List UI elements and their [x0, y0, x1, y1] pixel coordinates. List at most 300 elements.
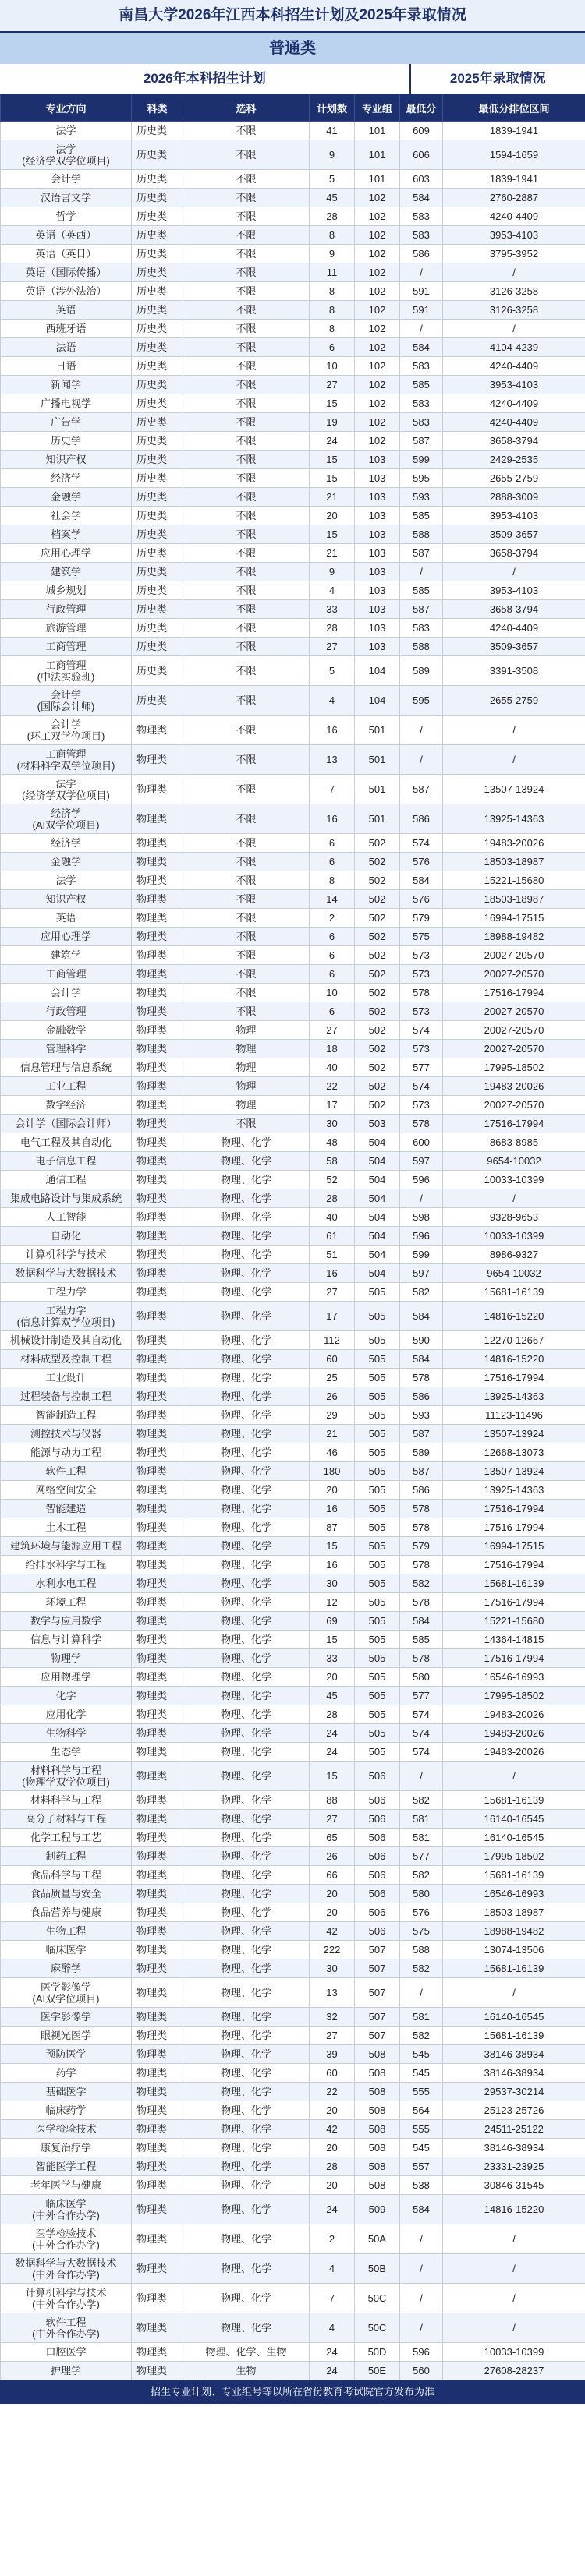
cell-plan-count: 10 — [310, 984, 355, 1002]
cell-min-score: 584 — [400, 1302, 443, 1331]
cell-group: 504 — [355, 1189, 400, 1208]
cell-group: 505 — [355, 1406, 400, 1425]
cell-min-score: 573 — [400, 965, 443, 984]
cell-category: 历史类 — [132, 432, 183, 451]
cell-rank-range: 10033-10399 — [443, 1171, 585, 1189]
cell-rank-range: 4240-4409 — [443, 357, 585, 376]
table-row — [1, 2064, 585, 2083]
cell-min-score: 593 — [400, 488, 443, 507]
cell-subjects: 不限 — [183, 245, 310, 263]
cell-min-score: 597 — [400, 1152, 443, 1171]
cell-major: 法学 — [1, 122, 132, 140]
cell-group: 505 — [355, 1724, 400, 1743]
cell-rank-range: 20027-20570 — [443, 1002, 585, 1021]
cell-category: 物理类 — [132, 1922, 183, 1941]
cell-rank-range: 3509-3657 — [443, 638, 585, 656]
cell-major: 临床药学 — [1, 2101, 132, 2120]
cell-plan-count: 15 — [310, 1631, 355, 1649]
cell-group: 505 — [355, 1462, 400, 1481]
cell-category: 物理类 — [132, 909, 183, 928]
cell-major: 金融学 — [1, 488, 132, 507]
cell-subjects: 物理、化学 — [183, 1227, 310, 1246]
cell-category: 物理类 — [132, 1668, 183, 1687]
cell-plan-count: 28 — [310, 2157, 355, 2176]
cell-group: 50A — [355, 2224, 400, 2254]
cell-rank-range: / — [443, 563, 585, 581]
table-row — [1, 2008, 585, 2027]
cell-group: 502 — [355, 1040, 400, 1058]
cell-min-score: / — [400, 2284, 443, 2313]
cell-min-score: 597 — [400, 1264, 443, 1283]
cell-plan-count: 7 — [310, 775, 355, 804]
cell-category: 物理类 — [132, 745, 183, 775]
cell-major: 食品营养与健康 — [1, 1903, 132, 1922]
cell-subjects: 不限 — [183, 525, 310, 544]
cell-group: 508 — [355, 2045, 400, 2064]
cell-min-score: 576 — [400, 890, 443, 909]
cell-category: 物理类 — [132, 775, 183, 804]
cell-plan-count: 10 — [310, 357, 355, 376]
cell-min-score: 584 — [400, 2195, 443, 2224]
cell-subjects: 物理、化学 — [183, 1978, 310, 2008]
cell-subjects: 不限 — [183, 394, 310, 413]
cell-category: 物理类 — [132, 2120, 183, 2139]
cell-category: 物理类 — [132, 1612, 183, 1631]
cell-min-score: 599 — [400, 1246, 443, 1264]
cell-plan-count: 40 — [310, 1208, 355, 1227]
cell-group: 102 — [355, 245, 400, 263]
cell-min-score: 603 — [400, 170, 443, 189]
cell-min-score: 582 — [400, 1574, 443, 1593]
cell-subjects: 物理、化学 — [183, 1866, 310, 1885]
cell-rank-range: / — [443, 1978, 585, 2008]
cell-plan-count: 27 — [310, 1283, 355, 1302]
cell-category: 物理类 — [132, 1387, 183, 1406]
cell-subjects: 物理、化学 — [183, 1500, 310, 1518]
cell-group: 508 — [355, 2101, 400, 2120]
cell-rank-range: / — [443, 716, 585, 745]
cell-subjects: 不限 — [183, 544, 310, 563]
cell-group: 502 — [355, 928, 400, 946]
cell-subjects: 物理、化学 — [183, 2027, 310, 2045]
cell-group: 102 — [355, 189, 400, 207]
cell-rank-range: 12270-12667 — [443, 1331, 585, 1350]
cell-rank-range: 18503-18987 — [443, 890, 585, 909]
cell-rank-range: 17516-17994 — [443, 1369, 585, 1387]
cell-major: 食品科学与工程 — [1, 1866, 132, 1885]
cell-major: 工商管理 (材料科学双学位项目) — [1, 745, 132, 775]
cell-category: 历史类 — [132, 488, 183, 507]
cell-plan-count: 180 — [310, 1462, 355, 1481]
cell-min-score: 574 — [400, 1021, 443, 1040]
cell-major: 生态学 — [1, 1743, 132, 1762]
cell-major: 历史学 — [1, 432, 132, 451]
cell-major: 康复治疗学 — [1, 2139, 132, 2157]
cell-major: 自动化 — [1, 1227, 132, 1246]
cell-plan-count: 27 — [310, 376, 355, 394]
cell-category: 历史类 — [132, 245, 183, 263]
cell-min-score: 590 — [400, 1331, 443, 1350]
cell-major: 应用心理学 — [1, 544, 132, 563]
table-row — [1, 1387, 585, 1406]
table-row — [1, 638, 585, 656]
cell-plan-count: 12 — [310, 1593, 355, 1612]
cell-subjects: 不限 — [183, 301, 310, 320]
cell-plan-count: 15 — [310, 394, 355, 413]
cell-plan-count: 5 — [310, 170, 355, 189]
cell-group: 50B — [355, 2254, 400, 2284]
cell-min-score: 587 — [400, 600, 443, 619]
cell-subjects: 不限 — [183, 357, 310, 376]
cell-group: 508 — [355, 2064, 400, 2083]
cell-category: 历史类 — [132, 581, 183, 600]
cell-group: 505 — [355, 1631, 400, 1649]
cell-major: 药学 — [1, 2064, 132, 2083]
cell-group: 101 — [355, 140, 400, 170]
cell-subjects: 物理、化学 — [183, 2254, 310, 2284]
cell-group: 505 — [355, 1443, 400, 1462]
cell-group: 102 — [355, 394, 400, 413]
table-row — [1, 1481, 585, 1500]
cell-rank-range: / — [443, 263, 585, 282]
cell-subjects: 不限 — [183, 686, 310, 716]
cell-subjects: 物理、化学 — [183, 1649, 310, 1668]
table-row — [1, 1593, 585, 1612]
cell-major: 网络空间安全 — [1, 1481, 132, 1500]
cell-rank-range: 20027-20570 — [443, 965, 585, 984]
table-row — [1, 2313, 585, 2343]
cell-category: 物理类 — [132, 1115, 183, 1133]
cell-min-score: 582 — [400, 2027, 443, 2045]
cell-category: 物理类 — [132, 1705, 183, 1724]
cell-category: 物理类 — [132, 1133, 183, 1152]
table-row — [1, 1518, 585, 1537]
cell-plan-count: 112 — [310, 1331, 355, 1350]
cell-subjects: 物理、化学 — [183, 1847, 310, 1866]
cell-major: 医学影像学 — [1, 2008, 132, 2027]
cell-major: 化学 — [1, 1687, 132, 1705]
cell-min-score: 584 — [400, 1612, 443, 1631]
cell-min-score: 578 — [400, 984, 443, 1002]
cell-min-score: 564 — [400, 2101, 443, 2120]
cell-rank-range: 15221-15680 — [443, 871, 585, 890]
cell-subjects: 物理、化学 — [183, 1556, 310, 1574]
cell-group: 505 — [355, 1500, 400, 1518]
table-row — [1, 619, 585, 638]
cell-category: 物理类 — [132, 2343, 183, 2362]
cell-category: 物理类 — [132, 1941, 183, 1959]
cell-major: 能源与动力工程 — [1, 1443, 132, 1462]
cell-subjects: 不限 — [183, 775, 310, 804]
cell-subjects: 不限 — [183, 282, 310, 301]
cell-rank-range: 17516-17994 — [443, 1556, 585, 1574]
cell-category: 历史类 — [132, 413, 183, 432]
cell-plan-count: 45 — [310, 1687, 355, 1705]
section-headers — [0, 64, 585, 94]
table-row — [1, 581, 585, 600]
cell-category: 物理类 — [132, 1021, 183, 1040]
cell-major: 城乡规划 — [1, 581, 132, 600]
cell-major: 水利水电工程 — [1, 1574, 132, 1593]
header-category: 科类 — [132, 94, 183, 122]
cell-min-score: 576 — [400, 1903, 443, 1922]
cell-min-score: 573 — [400, 946, 443, 965]
cell-subjects: 不限 — [183, 928, 310, 946]
cell-min-score: 585 — [400, 581, 443, 600]
cell-subjects: 物理、化学 — [183, 1283, 310, 1302]
cell-rank-range: 17995-18502 — [443, 1687, 585, 1705]
cell-group: 103 — [355, 544, 400, 563]
cell-group: 103 — [355, 507, 400, 525]
table-row — [1, 1189, 585, 1208]
cell-plan-count: 87 — [310, 1518, 355, 1537]
cell-major: 医学检验技术 — [1, 2120, 132, 2139]
cell-category: 历史类 — [132, 563, 183, 581]
cell-category: 历史类 — [132, 469, 183, 488]
cell-plan-count: 20 — [310, 2139, 355, 2157]
cell-plan-count: 65 — [310, 1829, 355, 1847]
cell-group: 506 — [355, 1762, 400, 1791]
cell-category: 物理类 — [132, 2027, 183, 2045]
cell-rank-range: 4240-4409 — [443, 207, 585, 226]
cell-min-score: 593 — [400, 1406, 443, 1425]
cell-subjects: 不限 — [183, 376, 310, 394]
cell-subjects: 不限 — [183, 909, 310, 928]
cell-group: 103 — [355, 563, 400, 581]
cell-min-score: 588 — [400, 638, 443, 656]
cell-plan-count: 27 — [310, 1810, 355, 1829]
cell-rank-range: 19483-20026 — [443, 834, 585, 853]
cell-plan-count: 27 — [310, 2027, 355, 2045]
table-row — [1, 1040, 585, 1058]
cell-min-score: 589 — [400, 656, 443, 686]
cell-subjects: 物理 — [183, 1096, 310, 1115]
cell-rank-range: 27608-28237 — [443, 2362, 585, 2380]
table-row — [1, 2362, 585, 2380]
cell-group: 502 — [355, 1058, 400, 1077]
cell-group: 102 — [355, 282, 400, 301]
cell-min-score: / — [400, 2224, 443, 2254]
table-row — [1, 1425, 585, 1443]
table-row — [1, 2284, 585, 2313]
cell-plan-count: 16 — [310, 1500, 355, 1518]
cell-rank-range: 3953-4103 — [443, 376, 585, 394]
cell-subjects: 物理、化学 — [183, 1208, 310, 1227]
cell-category: 物理类 — [132, 1631, 183, 1649]
cell-rank-range: 13925-14363 — [443, 804, 585, 834]
cell-category: 历史类 — [132, 686, 183, 716]
header-group: 专业组 — [355, 94, 400, 122]
cell-group: 502 — [355, 853, 400, 871]
cell-min-score: 587 — [400, 544, 443, 563]
cell-subjects: 不限 — [183, 451, 310, 469]
cell-category: 历史类 — [132, 282, 183, 301]
cell-rank-range: 23331-23925 — [443, 2157, 585, 2176]
cell-group: 507 — [355, 1978, 400, 2008]
cell-category: 物理类 — [132, 1040, 183, 1058]
cell-plan-count: 28 — [310, 1705, 355, 1724]
cell-rank-range: 11123-11496 — [443, 1406, 585, 1425]
cell-major: 护理学 — [1, 2362, 132, 2380]
cell-group: 509 — [355, 2195, 400, 2224]
cell-major: 生物工程 — [1, 1922, 132, 1941]
table-row — [1, 1331, 585, 1350]
cell-subjects: 物理、化学 — [183, 1425, 310, 1443]
cell-subjects: 不限 — [183, 853, 310, 871]
cell-category: 历史类 — [132, 544, 183, 563]
cell-subjects: 物理、化学 — [183, 2120, 310, 2139]
table-row — [1, 432, 585, 451]
cell-category: 物理类 — [132, 871, 183, 890]
cell-rank-range: 3953-4103 — [443, 581, 585, 600]
cell-subjects: 物理、化学 — [183, 2195, 310, 2224]
cell-subjects: 不限 — [183, 804, 310, 834]
cell-min-score: 577 — [400, 1687, 443, 1705]
cell-rank-range: 29537-30214 — [443, 2083, 585, 2101]
cell-major: 智能建造 — [1, 1500, 132, 1518]
cell-subjects: 不限 — [183, 226, 310, 245]
cell-subjects: 物理、化学 — [183, 1743, 310, 1762]
cell-group: 508 — [355, 2157, 400, 2176]
cell-rank-range: 16994-17515 — [443, 1537, 585, 1556]
cell-group: 505 — [355, 1283, 400, 1302]
table-row — [1, 1369, 585, 1387]
cell-min-score: 573 — [400, 1002, 443, 1021]
cell-subjects: 物理、化学 — [183, 2224, 310, 2254]
cell-group: 505 — [355, 1649, 400, 1668]
cell-min-score: 574 — [400, 834, 443, 853]
table-row — [1, 1829, 585, 1847]
header-plan-count: 计划数 — [310, 94, 355, 122]
cell-category: 物理类 — [132, 890, 183, 909]
table-row — [1, 245, 585, 263]
cell-subjects: 物理、化学 — [183, 1687, 310, 1705]
cell-category: 历史类 — [132, 320, 183, 338]
cell-category: 物理类 — [132, 2313, 183, 2343]
cell-major: 金融数学 — [1, 1021, 132, 1040]
cell-plan-count: 46 — [310, 1443, 355, 1462]
cell-min-score: / — [400, 2254, 443, 2284]
cell-category: 历史类 — [132, 507, 183, 525]
cell-subjects: 物理、化学 — [183, 1791, 310, 1810]
cell-major: 临床医学 — [1, 1941, 132, 1959]
cell-rank-range: 12668-13073 — [443, 1443, 585, 1462]
cell-plan-count: 8 — [310, 226, 355, 245]
table-row — [1, 775, 585, 804]
table-row — [1, 1227, 585, 1246]
cell-min-score: 581 — [400, 1829, 443, 1847]
table-row — [1, 2224, 585, 2254]
cell-category: 历史类 — [132, 376, 183, 394]
cell-min-score: 587 — [400, 1425, 443, 1443]
cell-major: 应用化学 — [1, 1705, 132, 1724]
cell-rank-range: 18503-18987 — [443, 853, 585, 871]
cell-subjects: 物理、化学 — [183, 2176, 310, 2195]
table-row — [1, 1847, 585, 1866]
cell-subjects: 物理 — [183, 1021, 310, 1040]
cell-rank-range: 13507-13924 — [443, 1462, 585, 1481]
cell-rank-range: 20027-20570 — [443, 1040, 585, 1058]
cell-subjects: 物理、化学 — [183, 2101, 310, 2120]
cell-major: 英语（国际传播） — [1, 263, 132, 282]
cell-plan-count: 58 — [310, 1152, 355, 1171]
cell-subjects: 不限 — [183, 1115, 310, 1133]
cell-plan-count: 29 — [310, 1406, 355, 1425]
cell-min-score: 596 — [400, 2343, 443, 2362]
cell-group: 501 — [355, 745, 400, 775]
cell-category: 物理类 — [132, 1847, 183, 1866]
cell-min-score: 576 — [400, 853, 443, 871]
cell-group: 506 — [355, 1791, 400, 1810]
cell-major: 经济学 — [1, 469, 132, 488]
cell-category: 物理类 — [132, 1724, 183, 1743]
cell-min-score: 583 — [400, 413, 443, 432]
cell-group: 505 — [355, 1350, 400, 1369]
cell-category: 历史类 — [132, 170, 183, 189]
cell-plan-count: 16 — [310, 1556, 355, 1574]
cell-group: 505 — [355, 1425, 400, 1443]
cell-plan-count: 60 — [310, 1350, 355, 1369]
cell-category: 物理类 — [132, 1500, 183, 1518]
cell-group: 508 — [355, 2176, 400, 2195]
cell-group: 502 — [355, 1002, 400, 1021]
cell-subjects: 物理 — [183, 1077, 310, 1096]
cell-rank-range: 17516-17994 — [443, 1500, 585, 1518]
cell-major: 汉语言文学 — [1, 189, 132, 207]
cell-rank-range: 38146-38934 — [443, 2064, 585, 2083]
cell-min-score: 609 — [400, 122, 443, 140]
cell-min-score: 588 — [400, 1941, 443, 1959]
table-row — [1, 1556, 585, 1574]
cell-plan-count: 41 — [310, 122, 355, 140]
cell-major: 会计学 (国际会计师) — [1, 686, 132, 716]
table-row — [1, 2027, 585, 2045]
cell-min-score: 582 — [400, 1866, 443, 1885]
header-min-score: 最低分 — [400, 94, 443, 122]
table-row — [1, 1096, 585, 1115]
table-row — [1, 413, 585, 432]
cell-min-score: 545 — [400, 2139, 443, 2157]
cell-category: 物理类 — [132, 1264, 183, 1283]
cell-group: 505 — [355, 1743, 400, 1762]
cell-subjects: 物理、化学 — [183, 1264, 310, 1283]
cell-rank-range: 3391-3508 — [443, 656, 585, 686]
cell-min-score: 600 — [400, 1133, 443, 1152]
table-row — [1, 1649, 585, 1668]
cell-rank-range: / — [443, 745, 585, 775]
cell-min-score: 573 — [400, 1040, 443, 1058]
table-row — [1, 1903, 585, 1922]
table-row — [1, 1152, 585, 1171]
cell-min-score: 589 — [400, 1443, 443, 1462]
cell-plan-count: 11 — [310, 263, 355, 282]
cell-major: 计算机科学与技术 (中外合作办学) — [1, 2284, 132, 2313]
cell-group: 103 — [355, 600, 400, 619]
cell-category: 物理类 — [132, 1283, 183, 1302]
cell-rank-range: 13925-14363 — [443, 1481, 585, 1500]
cell-plan-count: 26 — [310, 1847, 355, 1866]
cell-rank-range: 17516-17994 — [443, 1593, 585, 1612]
cell-category: 物理类 — [132, 1649, 183, 1668]
table-row — [1, 1978, 585, 2008]
cell-major: 日语 — [1, 357, 132, 376]
cell-category: 历史类 — [132, 638, 183, 656]
table-row — [1, 984, 585, 1002]
cell-group: 505 — [355, 1593, 400, 1612]
cell-plan-count: 24 — [310, 1724, 355, 1743]
table-row — [1, 1724, 585, 1743]
cell-category: 历史类 — [132, 338, 183, 357]
